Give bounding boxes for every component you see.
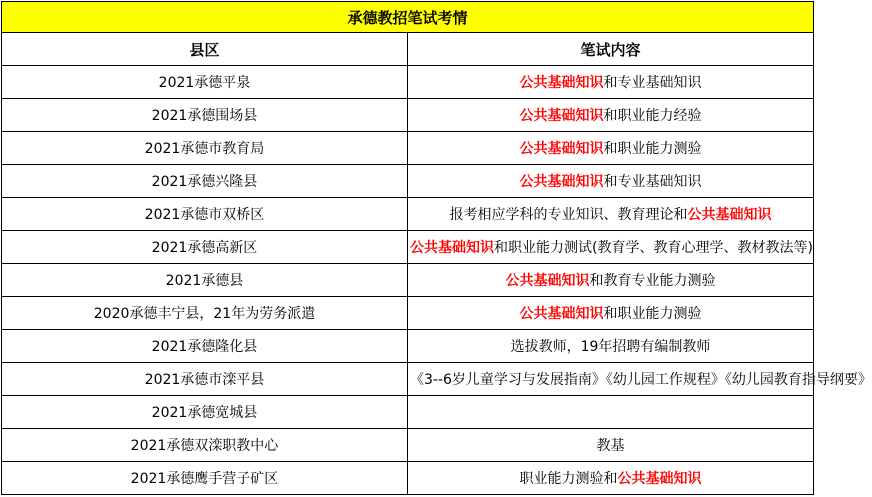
county-cell: 2021承德高新区 — [2, 231, 408, 264]
content-text: 和专业基础知识 — [603, 174, 702, 190]
county-cell: 2021承德隆化县 — [2, 330, 408, 363]
content-cell — [408, 132, 814, 165]
county-cell: 2021承德围场县 — [2, 99, 408, 132]
content-cell — [408, 396, 814, 429]
content-text: 《3--6岁儿童学习与发展指南》《幼儿园工作规程》《幼儿园教育指导纲要》 — [410, 372, 872, 388]
table-row — [2, 132, 814, 165]
content-cell — [408, 231, 814, 264]
content-cell — [408, 99, 814, 132]
content-cell — [408, 462, 814, 495]
content-text: 选拔教师，19年招聘有编制教师 — [510, 339, 711, 355]
content-text: 和教育专业能力测验 — [589, 273, 716, 289]
header-row — [2, 33, 814, 66]
highlighted-text: 公共基础知识 — [617, 471, 702, 487]
content-text: 和专业基础知识 — [603, 75, 702, 91]
county-cell: 2021承德市双桥区 — [2, 198, 408, 231]
content-header: 笔试内容 — [408, 33, 814, 66]
highlighted-text: 公共基础知识 — [519, 174, 604, 190]
highlighted-text: 公共基础知识 — [410, 240, 494, 256]
highlighted-text: 公共基础知识 — [519, 75, 604, 91]
title-row — [2, 2, 814, 33]
highlighted-text: 公共基础知识 — [519, 141, 604, 157]
content-cell — [408, 297, 814, 330]
table-row — [2, 396, 814, 429]
content-cell — [408, 198, 814, 231]
county-header: 县区 — [2, 33, 408, 66]
content-cell — [408, 429, 814, 462]
county-cell: 2020承德丰宁县，21年为劳务派遣 — [2, 297, 408, 330]
table-row — [2, 198, 814, 231]
table-row — [2, 297, 814, 330]
highlighted-text: 公共基础知识 — [505, 273, 590, 289]
county-cell: 2021承德鹰手营子矿区 — [2, 462, 408, 495]
highlighted-text: 公共基础知识 — [687, 207, 772, 223]
county-cell: 2021承德县 — [2, 264, 408, 297]
content-cell — [408, 363, 872, 396]
content-cell — [408, 330, 814, 363]
table-row — [2, 66, 814, 99]
table-row — [2, 165, 814, 198]
highlighted-text: 公共基础知识 — [519, 108, 604, 124]
content-cell — [408, 165, 814, 198]
content-text: 报考相应学科的专业知识、教育理论和 — [449, 207, 688, 223]
content-text: 和职业能力测验 — [603, 141, 702, 157]
table-row — [2, 429, 814, 462]
content-text: 教基 — [596, 438, 625, 454]
table-title: 承德教招笔试考情 — [2, 2, 814, 33]
table-row — [2, 264, 814, 297]
content-cell — [408, 66, 814, 99]
table-row — [2, 231, 814, 264]
content-cell — [408, 264, 814, 297]
county-cell: 2021承德双滦职教中心 — [2, 429, 408, 462]
highlighted-text: 公共基础知识 — [519, 306, 604, 322]
table-body — [2, 66, 872, 495]
table-row — [2, 462, 814, 495]
county-cell: 2021承德宽城县 — [2, 396, 408, 429]
county-cell: 2021承德平泉 — [2, 66, 408, 99]
content-text: 职业能力测验和 — [519, 471, 618, 487]
county-cell: 2021承德市教育局 — [2, 132, 408, 165]
content-text: 和职业能力测验 — [603, 306, 702, 322]
table-row — [2, 363, 814, 396]
content-text: 和职业能力测试(教育学、教育心理学、教材教法等) — [494, 240, 813, 256]
county-cell: 2021承德市滦平县 — [2, 363, 408, 396]
table-row — [2, 99, 814, 132]
content-text: 和职业能力经验 — [603, 108, 702, 124]
county-cell: 2021承德兴隆县 — [2, 165, 408, 198]
table-row — [2, 330, 814, 363]
exam-info-table — [1, 1, 872, 495]
